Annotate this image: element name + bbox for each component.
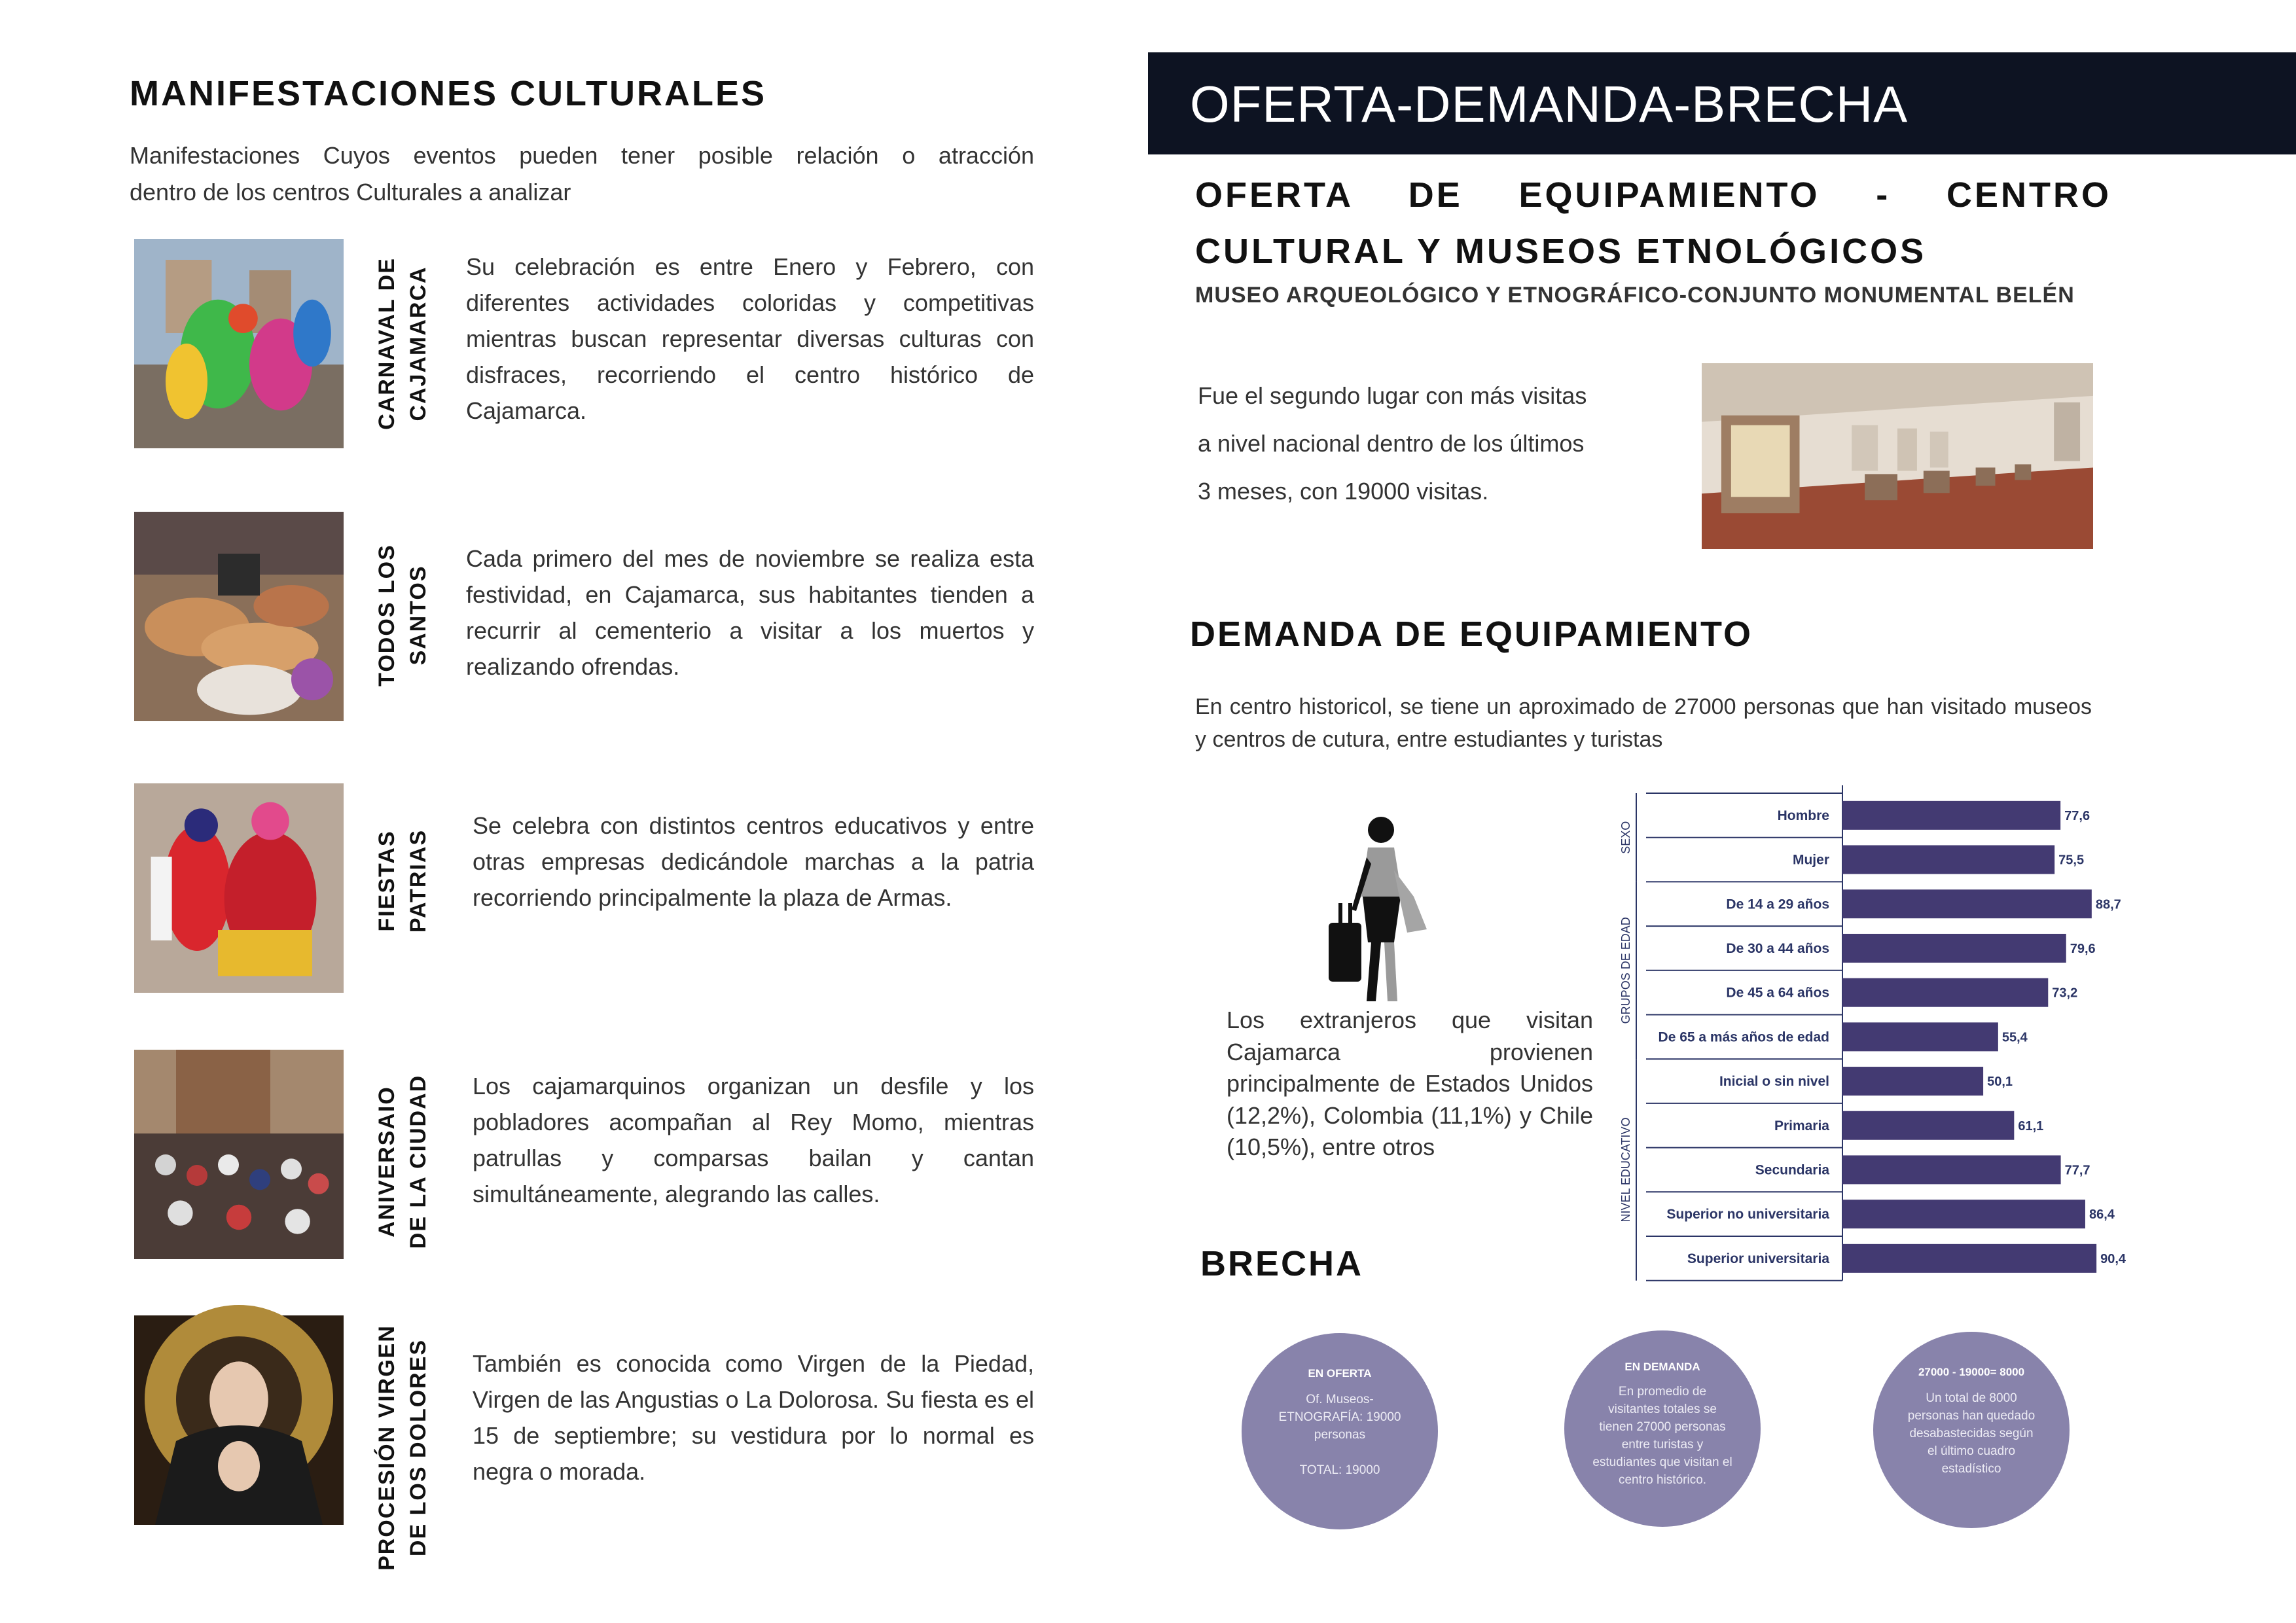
group-label: SEXO (1619, 821, 1632, 854)
bar (1842, 1200, 2085, 1228)
category-label: Superior no universitaria (1666, 1207, 1829, 1222)
foreign-visitors-text: Los extranjeros que visitan Cajamarca provienen principalmente de Estados Unidos (12,2%), Colombia (11,1%) y Chile (10,5%), entre otros (1227, 1007, 1593, 1160)
oferta-title: OFERTA DE EQUIPAMIENTO - CENTRO CULTURAL Y MUSEOS ETNOLÓGICOS (1195, 175, 2111, 271)
value-label: 90,4 (2100, 1251, 2126, 1266)
carnaval-text: Su celebración es entre Enero y Febrero, con diferentes actividades coloridas y competitivas mientras buscan representar diversas culturas con disfraces, recorriendo el centro histórico de Cajamarca. (466, 253, 1034, 424)
visitors-bar-chart (1617, 779, 2127, 1289)
category-label: Primaria (1774, 1118, 1829, 1133)
bar (1842, 1022, 1998, 1051)
group-label: NIVEL EDUCATIVO (1619, 1117, 1632, 1222)
category-label: De 65 a más años de edad (1658, 1029, 1829, 1045)
bar (1842, 1155, 2061, 1184)
header-title: OFERTA-DEMANDA-BRECHA (1190, 75, 1909, 133)
bar (1842, 846, 2054, 874)
bar (1842, 978, 2048, 1007)
intro-text: Manifestaciones Cuyos eventos pueden tener posible relación o atracción dentro de los centros Culturales a analizar (130, 142, 1034, 205)
demanda-text: En centro historicol, se tiene un aproximado de 27000 personas que han visitado museos y centros de cutura, entre estudiantes y turistas (1195, 694, 2092, 752)
category-label: Superior universitaria (1687, 1251, 1829, 1266)
value-label: 77,7 (2064, 1163, 2090, 1178)
virgen-photo (134, 1315, 344, 1525)
museo-subtitle: MUSEO ARQUEOLÓGICO Y ETNOGRÁFICO-CONJUNTO MONUMENTAL BELÉN (1195, 283, 2075, 308)
value-label: 50,1 (1987, 1075, 2013, 1090)
bar (1842, 934, 2066, 963)
category-label: Secundaria (1755, 1162, 1829, 1178)
aniversario-photo (134, 1050, 344, 1259)
brecha-title: BRECHA (1200, 1244, 1364, 1283)
bubble-demanda: EN DEMANDA En promedio de visitantes totales se tienen 27000 personas entre turistas y estudiantes que visitan el centro histórico. (1564, 1330, 1761, 1527)
value-label: 61,1 (2018, 1118, 2044, 1133)
category-label: De 14 a 29 años (1726, 897, 1829, 912)
category-label: De 45 a 64 años (1726, 985, 1829, 1001)
value-label: 86,4 (2089, 1207, 2115, 1222)
bar (1842, 1067, 1983, 1096)
bubble-brecha: 27000 - 19000= 8000 Un total de 8000 personas han quedado desabastecidas según el último cuadro estadístico (1873, 1332, 2070, 1528)
value-label: 75,5 (2058, 853, 2085, 868)
traveler-icon (1316, 812, 1446, 1008)
category-label: De 30 a 44 años (1726, 940, 1829, 956)
category-label: Mujer (1792, 852, 1829, 868)
oferta-text: Fue el segundo lugar con más visitas a nivel nacional dentro de los últimos 3 meses, con 19000 visitas. (1198, 382, 1587, 505)
bubble-oferta: EN OFERTA Of. Museos- ETNOGRAFÍA: 19000 personas TOTAL: 19000 (1242, 1333, 1438, 1529)
todos-santos-photo (134, 512, 344, 721)
todos-santos-text: Cada primero del mes de noviembre se realiza esta festividad, en Cajamarca, sus habitantes tienden a recurrir al cementerio a visitar a los muertos y realizando ofrendas. (466, 545, 1034, 680)
fiestas-patrias-photo (134, 783, 344, 993)
value-label: 79,6 (2070, 941, 2096, 956)
demanda-title: DEMANDA DE EQUIPAMIENTO (1190, 615, 1753, 654)
group-label: GRUPOS DE EDAD (1619, 917, 1632, 1024)
section-title: MANIFESTACIONES CULTURALES (130, 74, 766, 113)
header-bar (1148, 52, 2296, 154)
museum-photo (1702, 363, 2093, 549)
carnaval-photo (134, 239, 344, 448)
category-label: Inicial o sin nivel (1719, 1074, 1829, 1090)
virgen-text: También es conocida como Virgen de la Piedad, Virgen de las Angustias o La Dolorosa. Su fiesta es el 15 de septiembre; su vestidura por lo normal es negra o morada. (473, 1350, 1034, 1485)
bar (1842, 1111, 2014, 1140)
aniversario-text: Los cajamarquinos organizan un desfile y los pobladores acompañan al Rey Momo, mientras patrullas y comparsas bailan y cantan simultáneamente, alegrando las calles. (473, 1073, 1034, 1207)
value-label: 55,4 (2001, 1030, 2028, 1045)
value-label: 77,6 (2064, 808, 2090, 823)
bar (1842, 889, 2092, 918)
bar (1842, 801, 2060, 830)
value-label: 88,7 (2095, 897, 2121, 912)
value-label: 73,2 (2052, 986, 2078, 1001)
fiestas-patrias-text: Se celebra con distintos centros educativos y entre otras empresas dedicándole marchas a la patria recorriendo principalmente la plaza de Armas. (473, 812, 1034, 911)
bar (1842, 1244, 2096, 1273)
category-label: Hombre (1777, 808, 1829, 823)
